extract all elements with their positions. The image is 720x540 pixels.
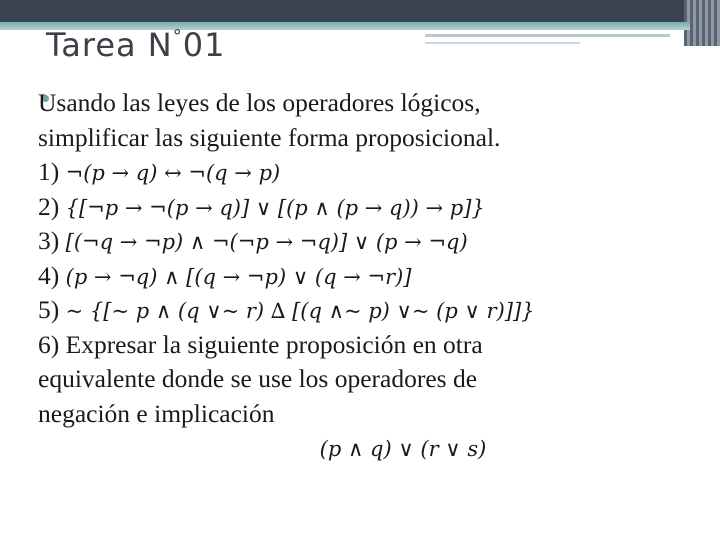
exercise-expression: (p → ¬q) ∧ [(q → ¬p) ∨ (q → ¬r)] bbox=[65, 264, 412, 289]
slide-title-text: Tarea N bbox=[46, 26, 173, 64]
exercise-expression: ¬(p → q) ↔ ¬(q → p) bbox=[65, 161, 281, 185]
intro-line-2: simplificar las siguiente forma proposicional. bbox=[38, 122, 501, 152]
exercise-expression: [(¬q → ¬p) ∧ ¬(¬p → ¬q)] ∨ (p → ¬q) bbox=[65, 230, 468, 254]
slide-content bbox=[38, 86, 698, 466]
accent-line-2 bbox=[425, 42, 580, 44]
exercise-number: 2) bbox=[38, 191, 60, 221]
exercise-expression: ~ {[~ p ∧ (q ∨~ r) ∆ [(q ∧~ p) ∨~ (p ∨ r)]]} bbox=[65, 299, 535, 323]
exercise-item-2 bbox=[38, 190, 698, 225]
exercise-item-3 bbox=[38, 224, 698, 259]
accent-line-1 bbox=[425, 34, 670, 37]
exercise-6-line-3: negación e implicación bbox=[38, 398, 275, 428]
exercise-number: 3) bbox=[38, 226, 60, 255]
intro-line-1: Usando las leyes de los operadores lógicos, bbox=[38, 88, 481, 117]
slide-title-degree: ° bbox=[172, 26, 183, 47]
final-expression: (p ∧ q) ∨ (r ∨ s) bbox=[319, 437, 487, 461]
exercise-expression: {[¬p → ¬(p → q)] ∨ [(p ∧ (p → q)) → p]} bbox=[65, 195, 485, 220]
exercise-item-1 bbox=[38, 155, 698, 190]
exercise-6-line-2: equivalente donde se use los operadores de bbox=[38, 364, 478, 393]
final-expression-line bbox=[38, 431, 698, 466]
exercise-6-line-1: 6) Expresar la siguiente proposición en otra bbox=[38, 329, 483, 359]
slide-title-number: 01 bbox=[182, 26, 226, 64]
exercise-item-4 bbox=[38, 259, 698, 294]
exercise-number: 5) bbox=[38, 295, 60, 324]
exercise-item-5 bbox=[38, 293, 698, 328]
top-bar bbox=[0, 0, 720, 22]
exercise-number: 4) bbox=[38, 260, 60, 290]
slide-title bbox=[46, 26, 225, 64]
exercise-number: 1) bbox=[38, 157, 60, 186]
